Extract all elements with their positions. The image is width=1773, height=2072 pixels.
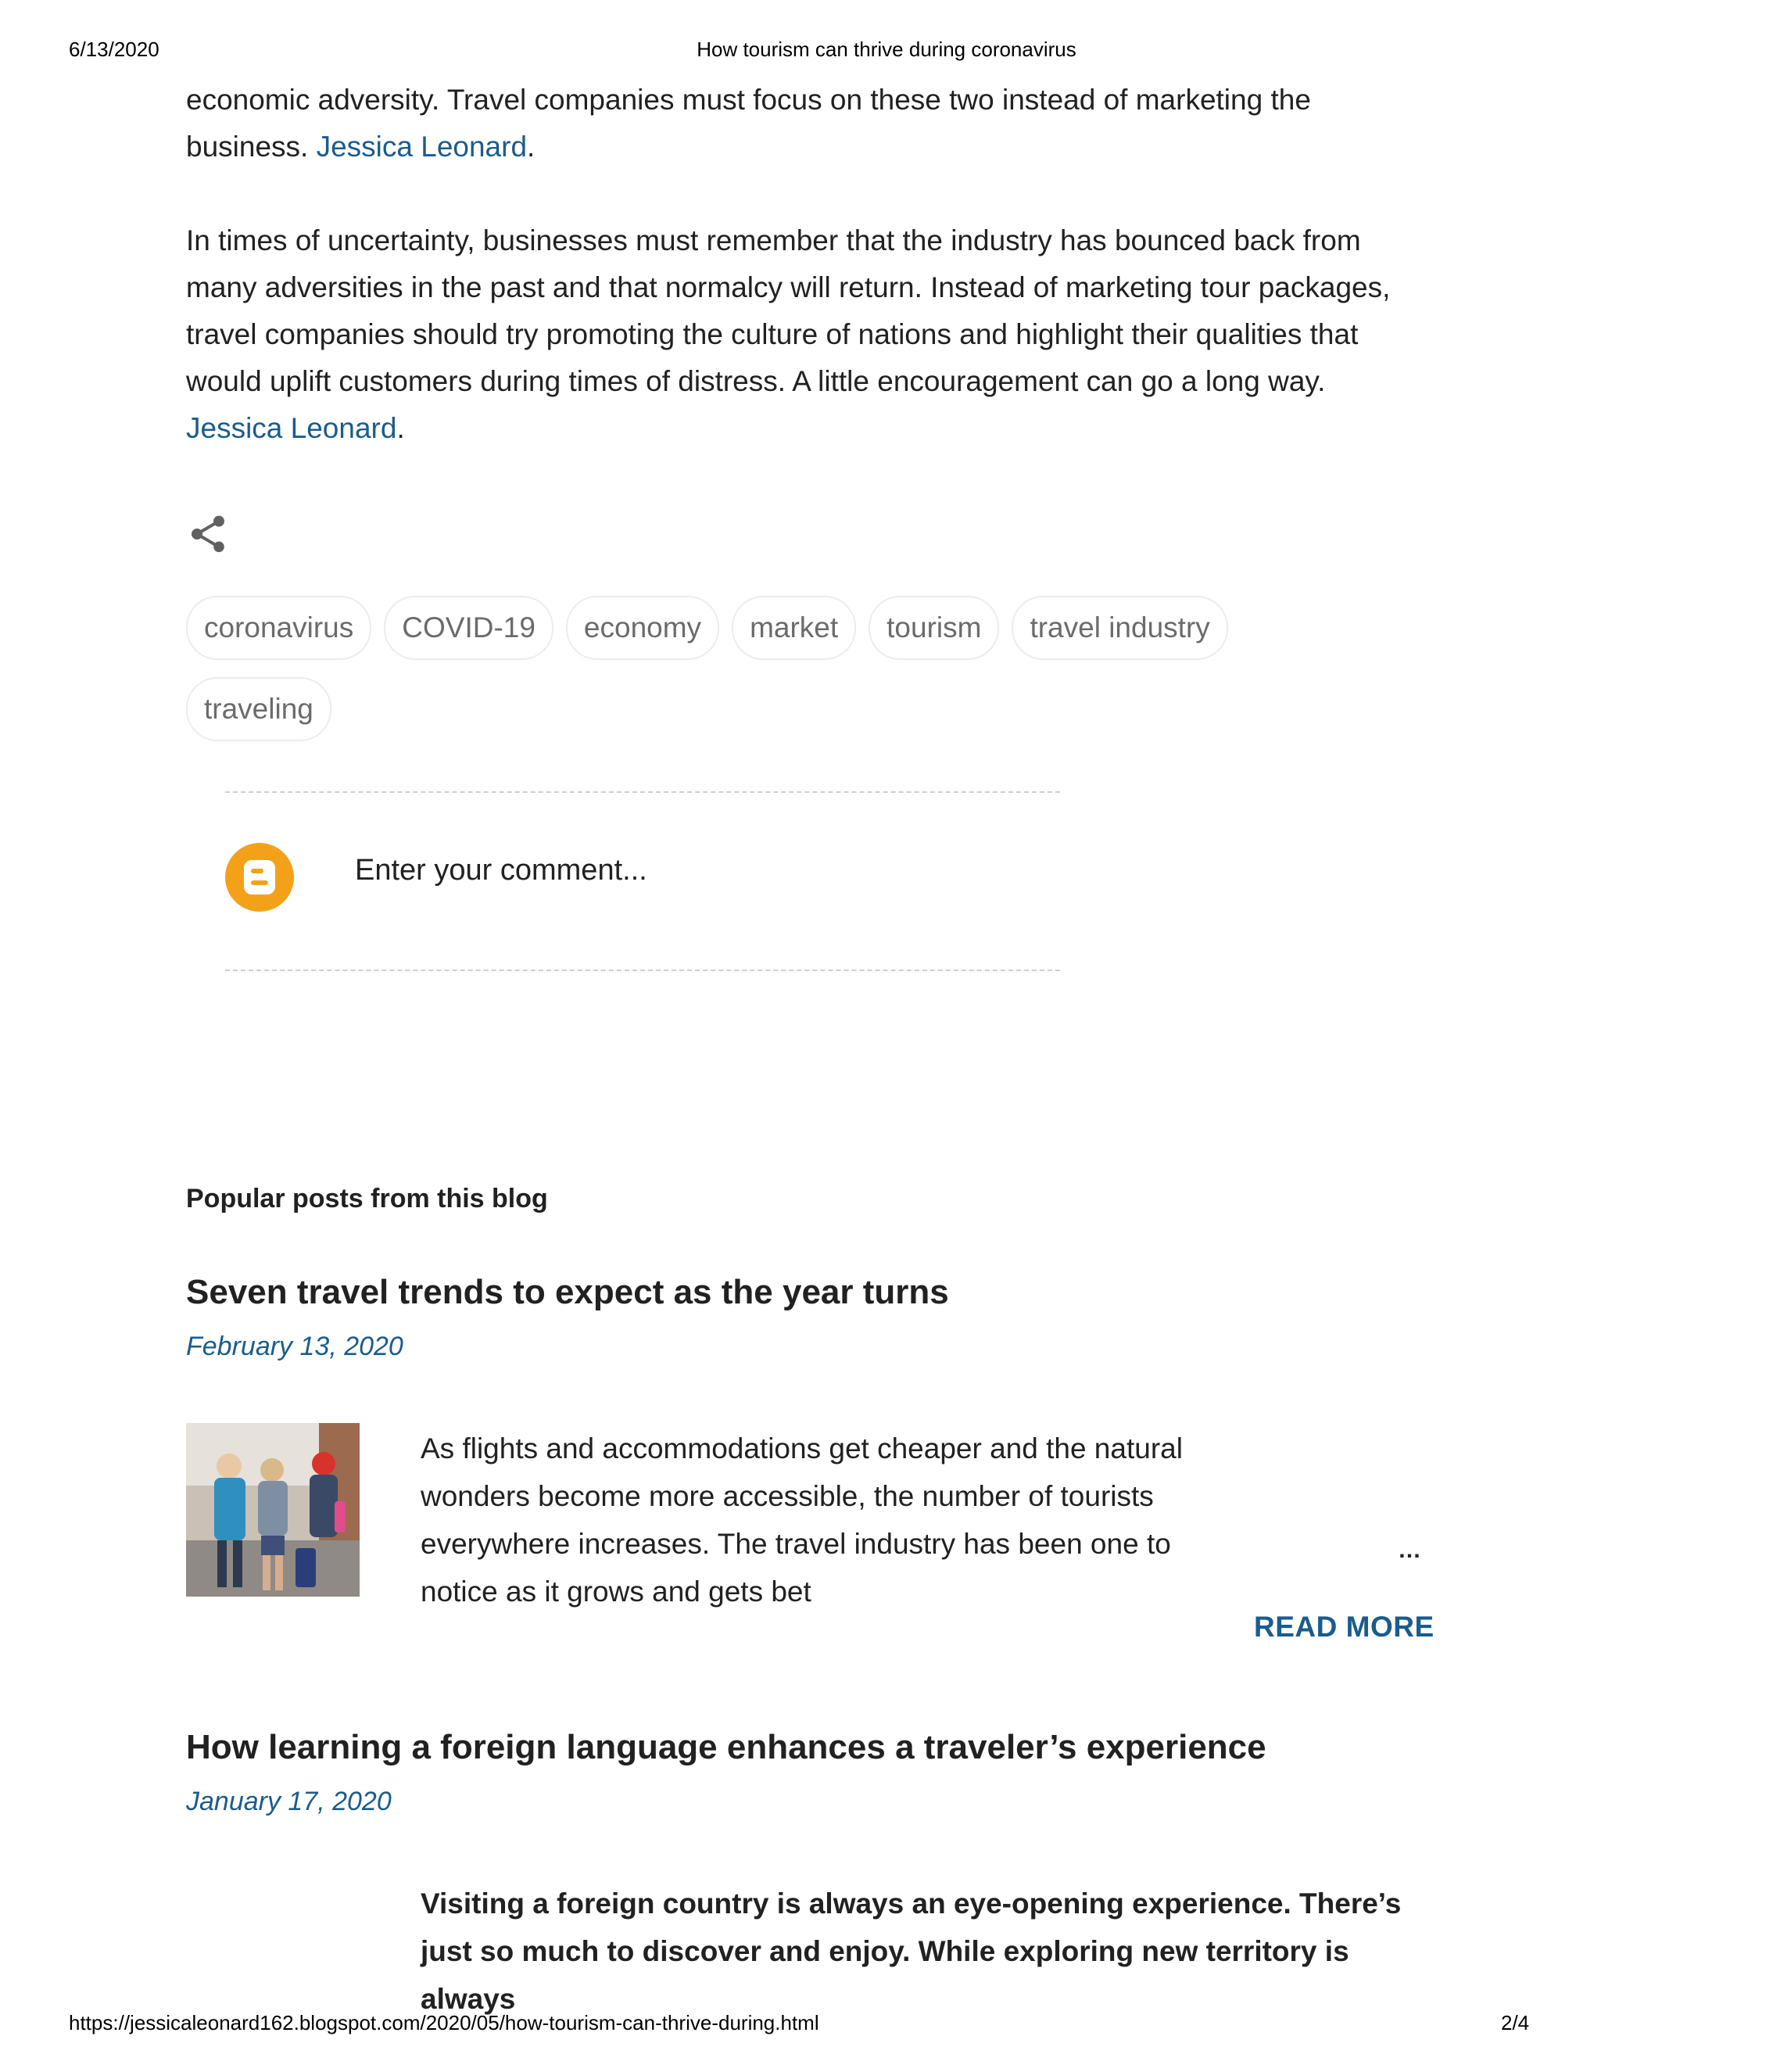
tag-chip[interactable]: traveling bbox=[186, 677, 331, 741]
popular-post bbox=[186, 1271, 1421, 1362]
post-snippet: Visiting a foreign country is always an eye-opening experience. There’s just so much to discover and enjoy. While exploring new territory is always bbox=[421, 1887, 1402, 2015]
popular-post bbox=[186, 1726, 1421, 1817]
post-title-link[interactable]: Seven travel trends to expect as the year turns bbox=[186, 1273, 949, 1311]
thumbnail-image bbox=[186, 1423, 360, 1597]
paragraph-end: . bbox=[527, 131, 535, 163]
paragraph-end: . bbox=[396, 412, 405, 444]
share-icon[interactable] bbox=[186, 512, 230, 556]
post-title-link[interactable]: How learning a foreign language enhances a traveler’s experience bbox=[186, 1728, 1266, 1766]
tag-chip[interactable]: travel industry bbox=[1012, 596, 1227, 660]
blogger-logo-icon bbox=[225, 843, 294, 912]
popular-posts-heading: Popular posts from this blog bbox=[186, 1184, 548, 1213]
author-link[interactable]: Jessica Leonard bbox=[186, 412, 397, 444]
share-icon-graphic bbox=[186, 512, 230, 556]
print-url: https://jessicaleonard162.blogspot.com/2020/05/how-tourism-can-thrive-during.html bbox=[69, 2011, 819, 2034]
post-date: February 13, 2020 bbox=[186, 1332, 403, 1361]
print-page-title: How tourism can thrive during coronavirus bbox=[697, 38, 1076, 61]
tag-list bbox=[186, 596, 1296, 758]
post-snippet bbox=[421, 1425, 1421, 1608]
tag-chip[interactable]: economy bbox=[566, 596, 719, 660]
tag-chip[interactable]: coronavirus bbox=[186, 596, 371, 660]
tag-chip[interactable]: tourism bbox=[869, 596, 999, 660]
tag-chip[interactable]: COVID-19 bbox=[384, 596, 553, 660]
paragraph-text: In times of uncertainty, businesses must remember that the industry has bounced back from many adversities in the past and that normalcy will return. Instead of marketing tour packages, travel companies should try promoting the culture of nations and highlight their qualities that would uplift customers during times of distress. A little encouragement can go a long way. bbox=[186, 224, 1391, 397]
author-link[interactable]: Jessica Leonard bbox=[316, 131, 528, 163]
print-date: 6/13/2020 bbox=[69, 38, 159, 61]
post-thumbnail[interactable] bbox=[186, 1423, 360, 1597]
tag-chip[interactable]: market bbox=[732, 596, 856, 660]
article-body bbox=[186, 77, 1421, 452]
snippet-text: As flights and accommodations get cheaper and the natural wonders become more accessible, the number of tourists everywhere increases. The travel industry has been one to notice as it grows and gets bet bbox=[421, 1432, 1183, 1608]
paragraph-text: economic adversity. Travel companies must focus on these two instead of marketing the business. bbox=[186, 84, 1311, 163]
post-date: January 17, 2020 bbox=[186, 1787, 392, 1816]
print-page-number: 2/4 bbox=[1501, 2011, 1530, 2034]
comment-input[interactable]: Enter your comment... bbox=[355, 854, 647, 887]
more-ellipsis: … bbox=[1398, 1537, 1421, 1563]
print-header bbox=[0, 38, 1601, 66]
article-paragraph bbox=[186, 77, 1421, 170]
read-more-link[interactable]: READ MORE bbox=[1254, 1611, 1435, 1643]
comment-box bbox=[225, 791, 1060, 971]
print-footer bbox=[0, 2011, 1601, 2039]
article-paragraph bbox=[186, 217, 1421, 452]
